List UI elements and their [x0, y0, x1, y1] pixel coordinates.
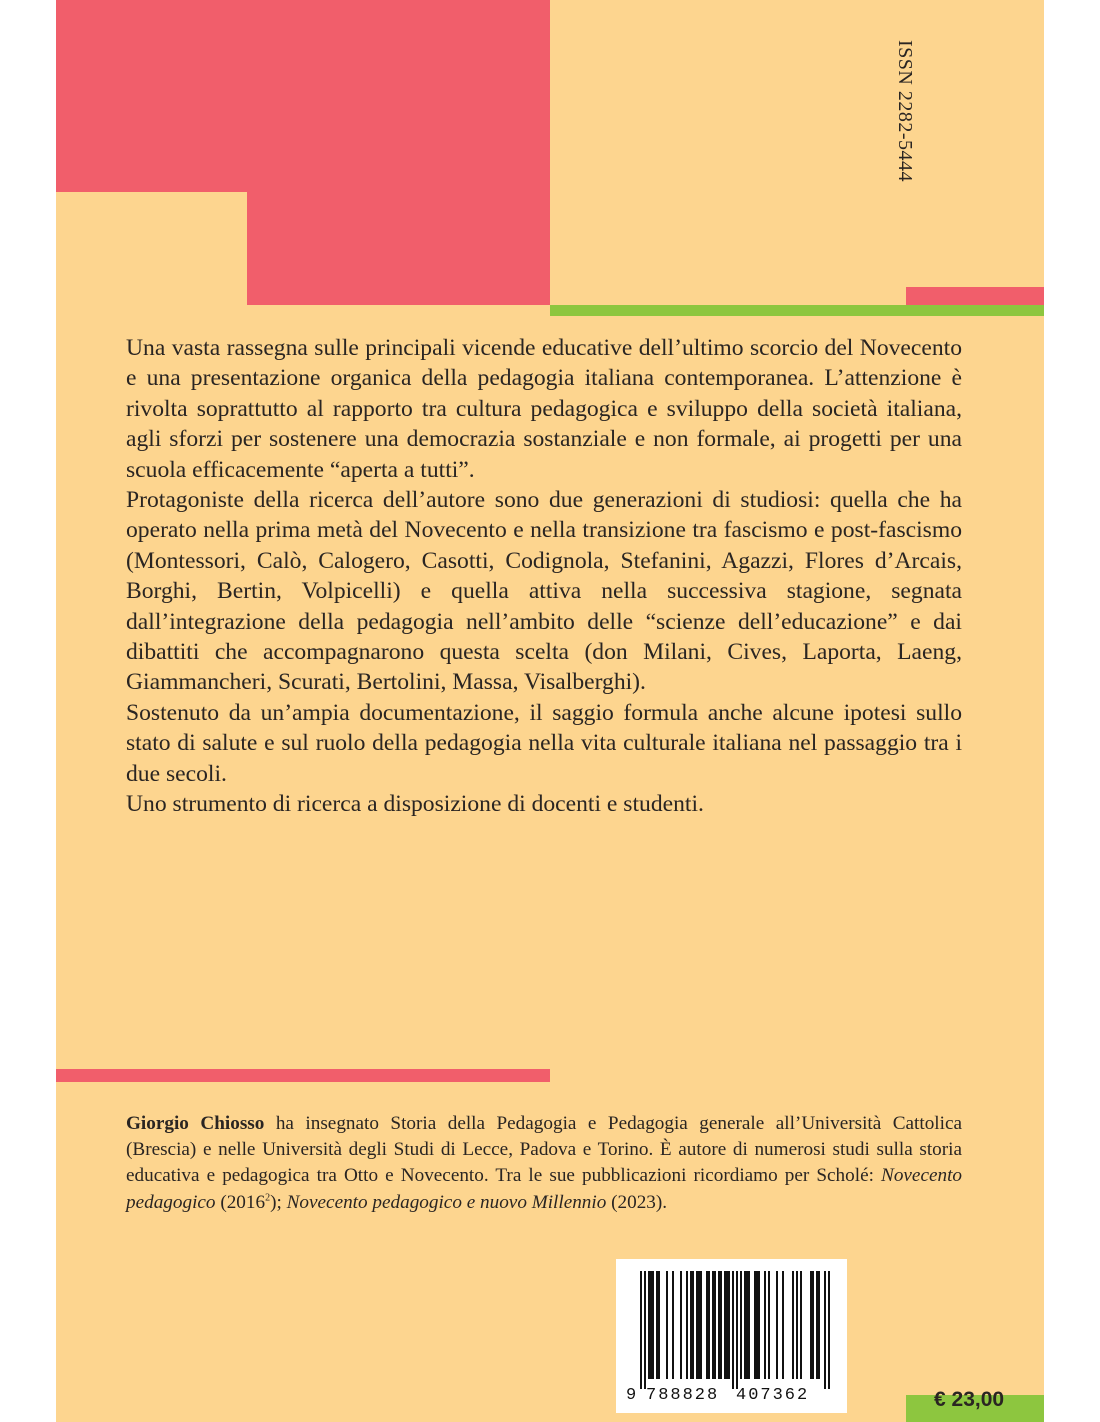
bio-text: ha insegnato Storia della Pedagogia e Pedagogia generale all’Università Cattolica (Brescia) e nelle Università degli Studi di Lecce, Padova e Torino. È autore di numerosi studi sulla storia educativa e pedagogica tra Otto e Novecento. Tra le sue pubblicazioni ricordiamo per Scholé:	[126, 1113, 962, 1187]
blurb-paragraph: Sostenuto da un’ampia documentazione, il saggio formula anche alcune ipotesi sullo stato di salute e sul ruolo della pedagogia nella vita culturale italiana nel passaggio tra i due secoli.	[126, 699, 962, 787]
barcode-bar	[650, 1271, 652, 1379]
issn-label: ISSN 2282-5444	[894, 40, 916, 183]
barcode-bar	[732, 1271, 734, 1389]
barcode-bar	[726, 1271, 728, 1379]
green-line-top	[550, 305, 1044, 316]
barcode-bar	[652, 1271, 654, 1379]
barcode-bar	[692, 1271, 694, 1379]
blurb-paragraph: Una vasta rassegna sulle principali vicende educative dell’ultimo scorcio del Novecento e una presentazione organica della pedagogia italiana contemporanea. L’attenzione è rivolta soprattutto al rapporto tra cultura pedagogica e sviluppo della società italiana, agli sforzi per sostenere una democrazia sostanziale e non formale, ai progetti per una scuola efficacemente “aperta a tutti”.	[126, 335, 962, 483]
barcode-bar	[746, 1271, 748, 1379]
barcode-bar	[696, 1271, 698, 1379]
barcode-graphic	[616, 1259, 847, 1413]
barcode-bar	[816, 1271, 818, 1379]
barcode-bar	[792, 1271, 794, 1379]
barcode-bar	[756, 1271, 758, 1379]
author-bio	[126, 1111, 962, 1216]
barcode-bar	[754, 1271, 756, 1379]
barcode-bar	[724, 1271, 726, 1379]
barcode-bar	[748, 1271, 750, 1379]
barcode-bar	[700, 1271, 702, 1379]
bio-text: );	[270, 1191, 287, 1213]
barcode-bar	[680, 1271, 682, 1379]
barcode-bar	[744, 1271, 746, 1379]
blurb	[126, 333, 962, 820]
barcode-bar	[796, 1271, 798, 1379]
barcode-bar	[718, 1271, 720, 1379]
pink-bar-top-right	[906, 287, 1044, 305]
barcode-bar	[686, 1271, 688, 1379]
pink-block-top	[56, 0, 550, 192]
book-title: Novecento pedagogico e nuovo Millennio	[286, 1191, 607, 1213]
barcode-bar	[768, 1271, 770, 1379]
barcode-bar	[828, 1271, 830, 1389]
barcode-bar	[640, 1271, 642, 1389]
barcode-bar	[800, 1271, 802, 1379]
barcode-bar	[708, 1271, 710, 1379]
barcode-bar	[690, 1271, 692, 1379]
barcode-bar	[736, 1271, 738, 1389]
barcode-bar	[824, 1271, 826, 1389]
barcode-bar	[810, 1271, 812, 1379]
barcode-bar	[672, 1271, 674, 1379]
barcode-bar	[776, 1271, 778, 1379]
barcode-bar	[656, 1271, 658, 1379]
edition-number: 2	[265, 1192, 271, 1204]
barcode	[616, 1259, 847, 1413]
barcode-bar	[648, 1271, 650, 1379]
barcode-bar	[714, 1271, 716, 1379]
barcode-bar	[764, 1271, 766, 1379]
barcode-bar	[728, 1271, 730, 1379]
barcode-bar	[812, 1271, 814, 1379]
price: € 23,00	[934, 1388, 1005, 1411]
blurb-paragraph: Uno strumento di ricerca a disposizione di docenti e studenti.	[126, 791, 704, 818]
barcode-bar	[706, 1271, 708, 1379]
barcode-bar	[782, 1271, 784, 1379]
back-cover	[56, 0, 1044, 1422]
blurb-paragraph: Protagoniste della ricerca dell’autore sono due generazioni di studiosi: quella che ha operato nella prima metà del Novecento e nella transizione tra fascismo e post-fascismo (Montessori, Calò, Calogero, Casotti, Codignola, Stefanini, Agazzi, Flores d’Arcais, Borghi, Bertin, Volpicelli) e quella attiva nella successiva stagione, segnata dall’integrazione della pedagogia nell’ambito delle “scienze dell’educazione” e dai dibattiti che accompagnarono questa scelta (don Milani, Cives, Laporta, Laeng, Giammancheri, Scurati, Bertolini, Massa, Visalberghi).	[126, 487, 962, 696]
barcode-bar	[758, 1271, 760, 1379]
barcode-bar	[818, 1271, 820, 1379]
barcode-digits-right: 407362	[736, 1386, 810, 1405]
barcode-bar	[644, 1271, 646, 1389]
pink-rule-bio	[56, 1069, 550, 1082]
barcode-bar	[720, 1271, 722, 1379]
barcode-bar	[698, 1271, 700, 1379]
bio-text: (2023).	[606, 1191, 668, 1213]
barcode-bar	[740, 1271, 742, 1379]
barcode-bar	[666, 1271, 668, 1379]
barcode-digit-first: 9	[626, 1386, 637, 1405]
barcode-digits-left: 788828	[646, 1386, 720, 1405]
author-name: Giorgio Chiosso	[126, 1113, 265, 1134]
bio-text: (2016	[215, 1191, 266, 1213]
pink-block-step	[247, 192, 550, 305]
barcode-bar	[712, 1271, 714, 1379]
book-title: Novecento pedagogico	[126, 1165, 962, 1213]
barcode-bar	[658, 1271, 660, 1379]
